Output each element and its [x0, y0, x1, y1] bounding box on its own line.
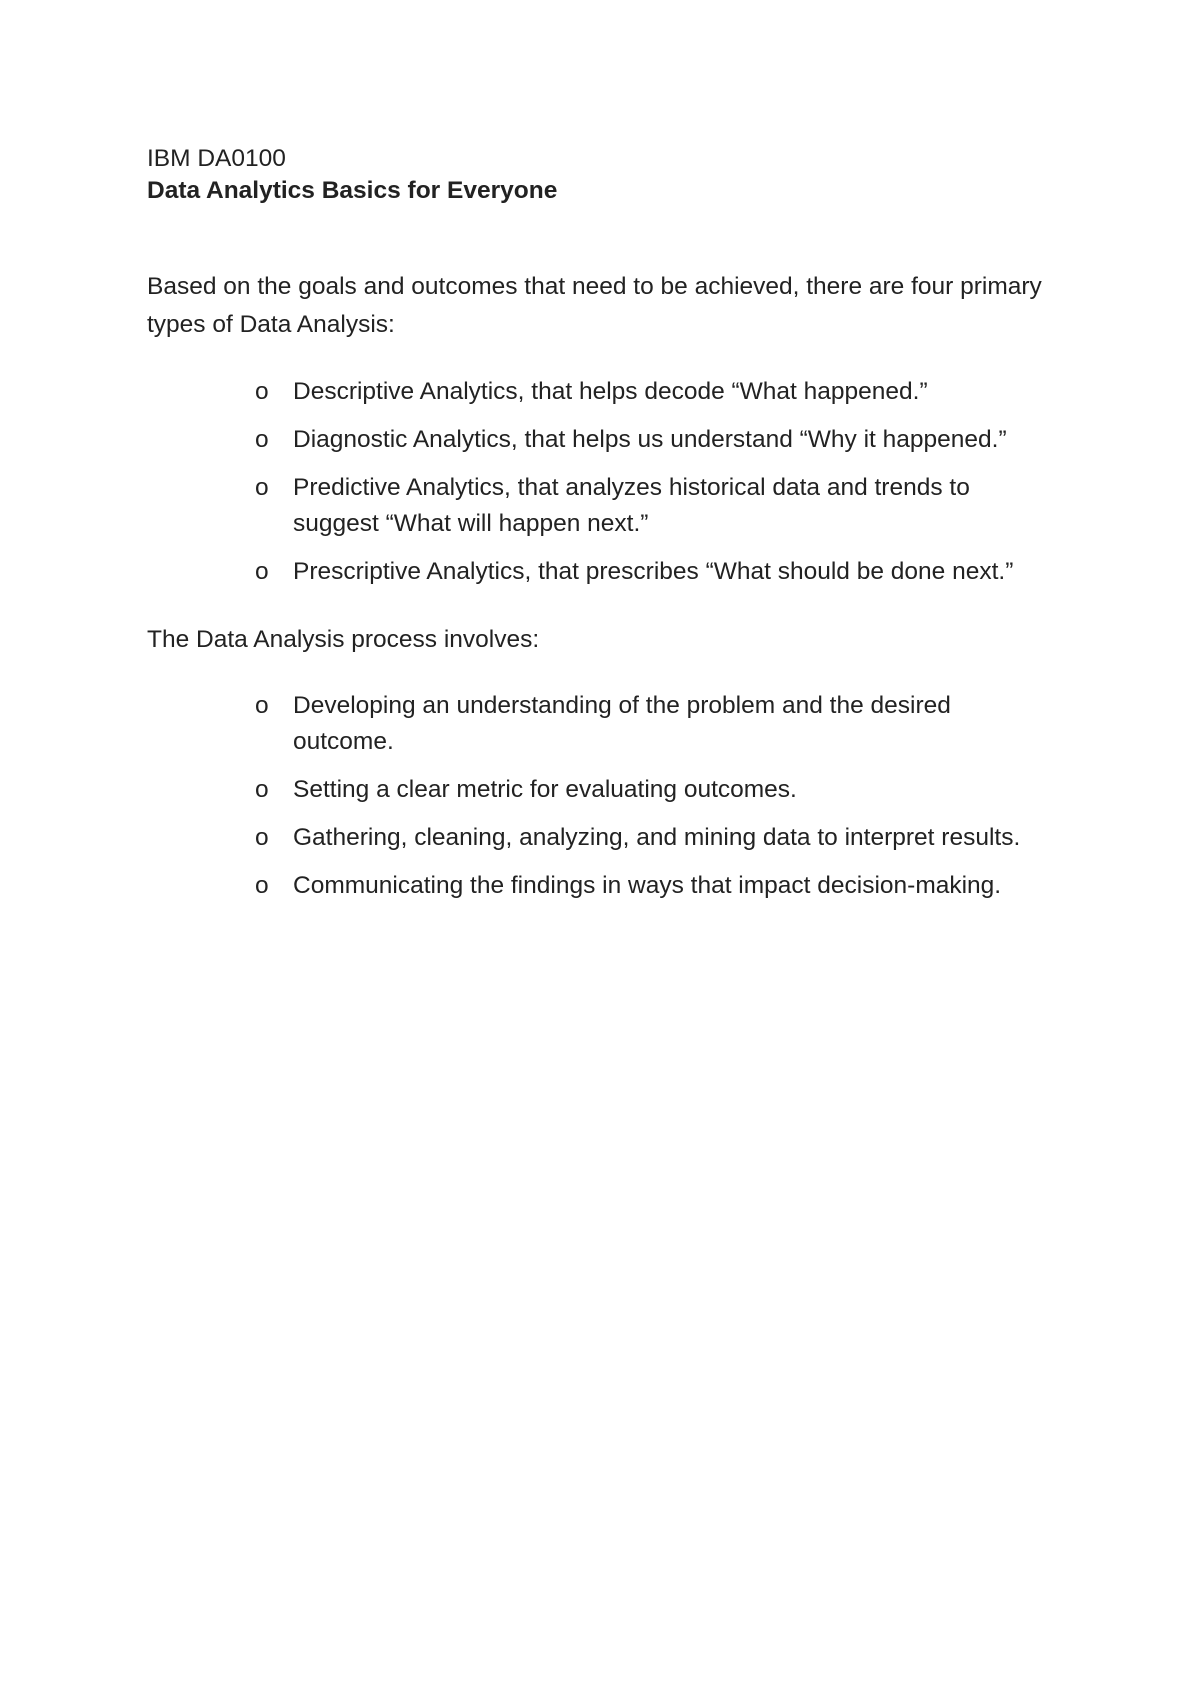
bullet-marker: o [255, 872, 269, 899]
bullet-marker: o [255, 776, 269, 803]
list-item [147, 772, 1043, 808]
course-title: Data Analytics Basics for Everyone [147, 177, 558, 204]
bullet-marker: o [255, 426, 269, 453]
list-item-text: Descriptive Analytics, that helps decode “What happened.” [293, 378, 928, 405]
bullet-marker: o [255, 558, 269, 585]
analytics-types-list [147, 374, 1067, 590]
bullet-marker: o [255, 378, 269, 405]
bullet-marker: o [255, 692, 269, 719]
list-item-text: Developing an understanding of the problem and the desired outcome. [293, 692, 951, 755]
process-paragraph: The Data Analysis process involves: [147, 626, 540, 653]
list-item [147, 374, 1043, 410]
list-item [147, 688, 1043, 760]
course-code: IBM DA0100 [147, 145, 286, 172]
bullet-marker: o [255, 474, 269, 501]
list-item-text: Predictive Analytics, that analyzes historical data and trends to suggest “What will happen next.” [293, 474, 970, 537]
list-item-text: Diagnostic Analytics, that helps us understand “Why it happened.” [293, 426, 1007, 453]
bullet-marker: o [255, 824, 269, 851]
list-item [147, 868, 1043, 904]
list-item-text: Prescriptive Analytics, that prescribes “What should be done next.” [293, 558, 1014, 585]
document-page [147, 143, 1067, 916]
list-item-text: Setting a clear metric for evaluating outcomes. [293, 776, 797, 803]
list-item [147, 422, 1043, 458]
intro-paragraph: Based on the goals and outcomes that need to be achieved, there are four primary types of Data Analysis: [147, 273, 1042, 338]
process-steps-list [147, 688, 1067, 904]
list-item [147, 470, 1043, 542]
list-item-text: Gathering, cleaning, analyzing, and mining data to interpret results. [293, 824, 1021, 851]
list-item [147, 820, 1043, 856]
list-item [147, 554, 1043, 590]
list-item-text: Communicating the findings in ways that impact decision-making. [293, 872, 1002, 899]
